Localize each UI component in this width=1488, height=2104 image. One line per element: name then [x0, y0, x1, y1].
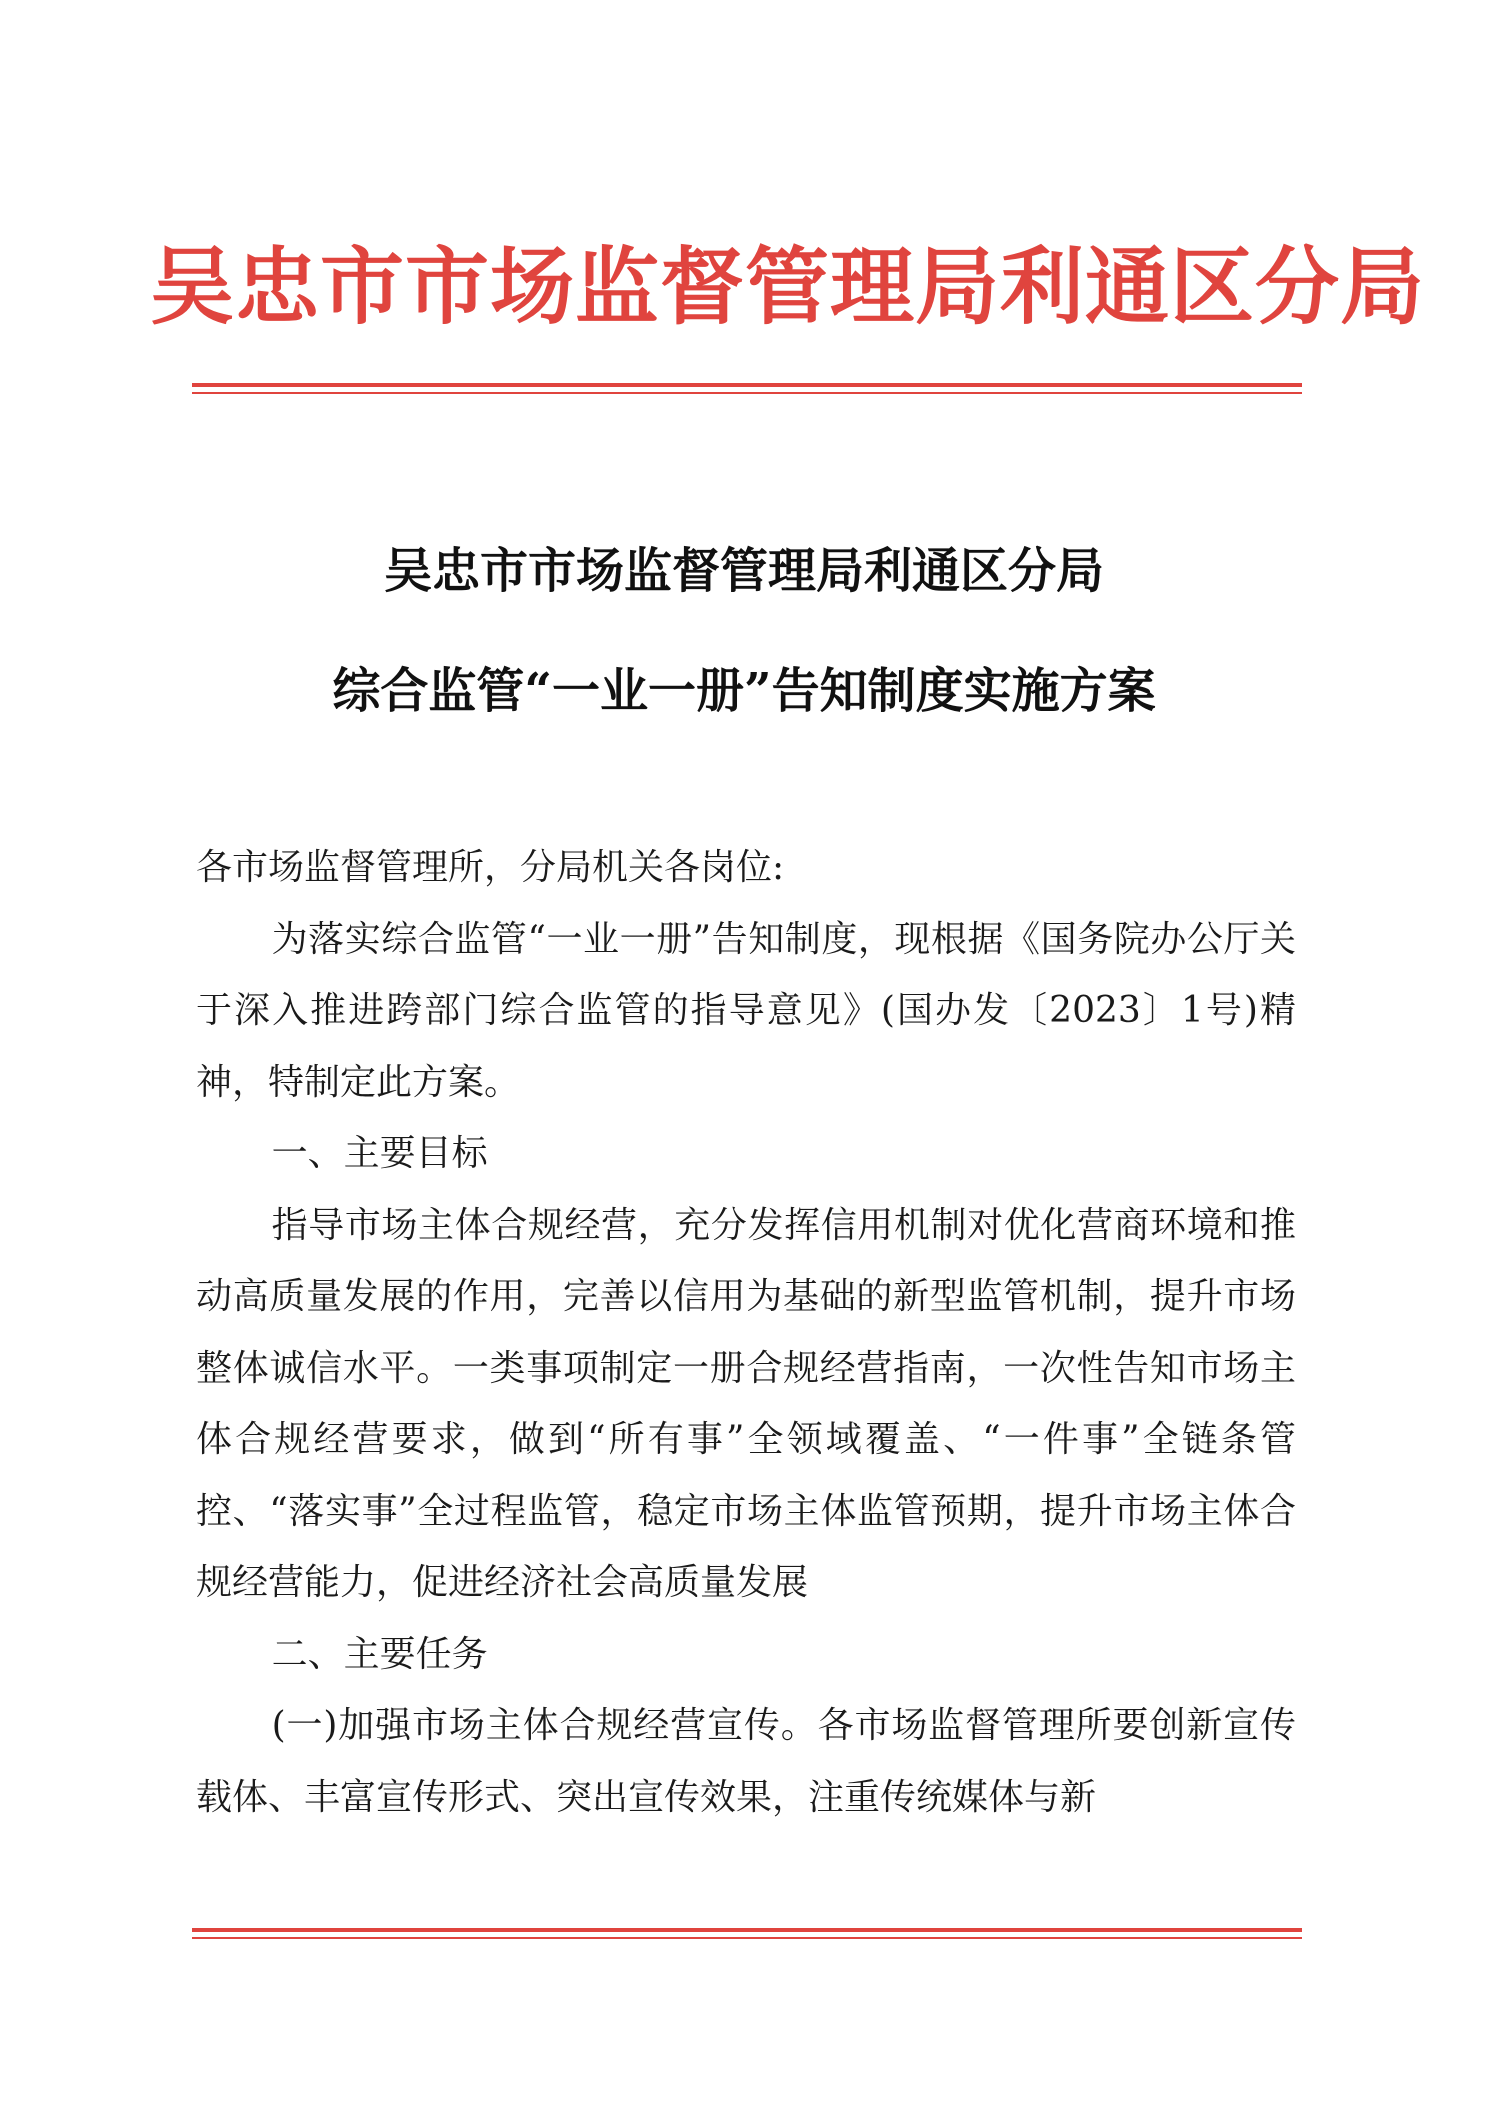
paragraph-goals: 指导市场主体合规经营，充分发挥信用机制对优化营商环境和推动高质量发展的作用，完善以信用为基础的新型监管机制，提升市场整体诚信水平。一类事项制定一册合规经营指南，一次性告知市场主体合规经营要求，做到“所有事”全领域覆盖、“一件事”全链条管控、“落实事”全过程监管，稳定市场主体监管预期，提升市场主体合规经营能力，促进经济社会高质量发展: [196, 1204, 1296, 1603]
footer-divider-thick-line: [192, 1928, 1302, 1932]
paragraph-intro: 为落实综合监管“一业一册”告知制度，现根据《国务院办公厅关于深入推进跨部门综合监管的指导意见》(国办发〔2023〕1号)精神，特制定此方案。: [196, 918, 1296, 1103]
document-body: [196, 832, 1296, 1833]
divider-thick-line: [192, 383, 1302, 387]
footer-divider: [192, 1928, 1302, 1939]
divider-thin-line: [192, 392, 1302, 394]
letterhead-org-name: 吴忠市市场监督管理局利通区分局: [150, 237, 1426, 336]
footer-divider-thin-line: [192, 1937, 1302, 1939]
salutation: 各市场监督管理所，分局机关各岗位:: [196, 847, 785, 888]
document-title-line-1: 吴忠市市场监督管理局利通区分局: [383, 543, 1104, 599]
document-title-line-2: 综合监管“一业一册”告知制度实施方案: [332, 663, 1156, 719]
letterhead-divider: [192, 383, 1302, 394]
paragraph-task-1: (一)加强市场主体合规经营宣传。各市场监督管理所要创新宣传载体、丰富宣传形式、突出宣传效果，注重传统媒体与新: [196, 1705, 1296, 1818]
section-heading-goals: 一、主要目标: [271, 1133, 488, 1174]
section-heading-tasks: 二、主要任务: [271, 1633, 488, 1675]
